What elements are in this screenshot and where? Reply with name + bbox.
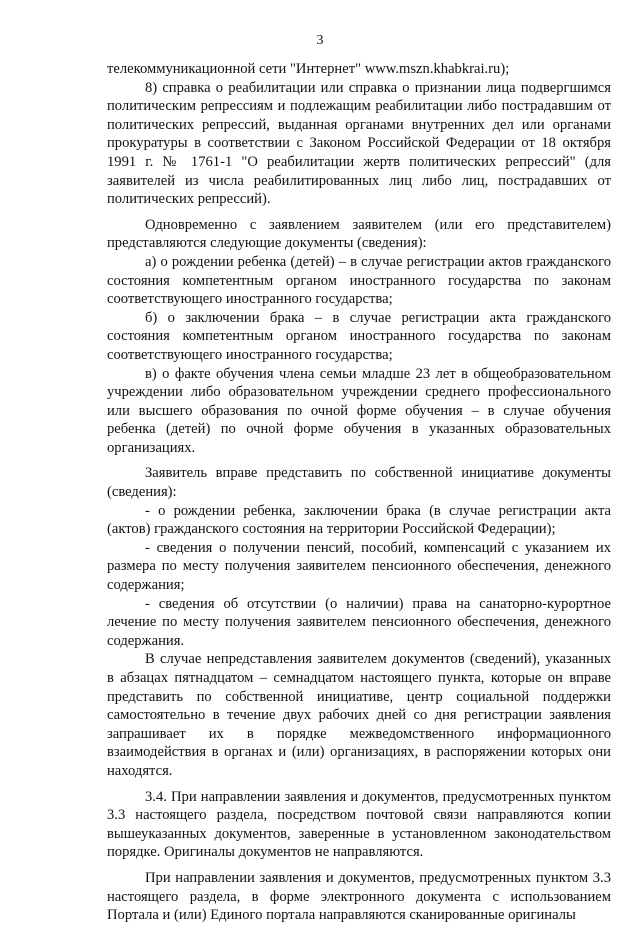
paragraph-item-b: б) о заключении брака – в случае регистрации акта гражданского состояния компетентным органом иностранного государства по законам соответствующего иностранного государства; <box>107 309 611 363</box>
paragraph-dash-sanatorium: - сведения об отсутствии (о наличии) права на санаторно-курортное лечение по месту получения заявителем пенсионного обеспечения, денежного содержания. <box>107 595 611 649</box>
paragraph-dash-pensions: - сведения о получении пенсий, пособий, компенсаций с указанием их размера по месту получения заявителем пенсионного обеспечения, денежного содержания; <box>107 539 611 594</box>
paragraph-item-a: а) о рождении ребенка (детей) – в случае регистрации актов гражданского состояния компетентным органом иностранного государства по законам соответствующего иностранного государства; <box>107 253 611 308</box>
paragraph-url-line: телекоммуникационной сети "Интернет" www.mszn.khabkrai.ru); <box>107 61 510 77</box>
paragraph-non-submission: В случае непредставления заявителем документов (сведений), указанных в абзацах пятнадцатом – семнадцатом настоящего пункта, которые он вправе представить по собственной инициативе, центр социальной поддержки самостоятельно в течение двух рабочих дней со дня регистрации заявления запрашивает их в порядке межведомственного информационного взаимодействия в органах и (или) организациях, в распоряжении которых они находятся. <box>107 651 611 779</box>
paragraph-item-8: 8) справка о реабилитации или справка о признании лица подвергшимся политическим репрессиям и подлежащим реабилитации либо пострадавшим от политических репрессий, выданная органами внутренних дел или органами прокуратуры в соответствии с Законом Российской Федерации от 18 октября 1991 г. № 1761-1 "О реабилитации жертв политических репрессий" (для заявителей из числа реабилитированных лиц либо лиц, пострадавших от политических репрессий). <box>107 79 611 208</box>
paragraph-item-v: в) о факте обучения члена семьи младше 23 лет в общеобразовательном учреждении либо образовательном учреждении среднего профессионального или высшего образования по очной форме обучения – в случае обучения ребенка (детей) по очной форме обучения в указанных образовательных организациях. <box>107 365 611 456</box>
paragraph-documents-intro: Одновременно с заявлением заявителем (или его представителем) представляются следующие документы (сведения): <box>107 216 611 252</box>
paragraph-3-4: 3.4. При направлении заявления и документов, предусмотренных пунктом 3.3 настоящего раздела, посредством почтовой связи направляются копии вышеуказанных документов, заверенные в установленном законодательством порядке. Оригиналы документов не направляются. <box>107 788 611 861</box>
document-body <box>107 60 611 925</box>
paragraph-own-initiative: Заявитель вправе представить по собственной инициативе документы (сведения): <box>107 465 611 501</box>
page-number: 3 <box>316 33 324 48</box>
paragraph-electronic: При направлении заявления и документов, предусмотренных пунктом 3.3 настоящего раздела, в форме электронного документа с использованием Портала и (или) Единого портала направляются сканированные оригиналы <box>107 869 611 924</box>
paragraph-dash-birth-marriage: - о рождении ребенка, заключении брака (в случае регистрации акта (актов) гражданского состояния на территории Российской Федерации); <box>107 502 611 538</box>
